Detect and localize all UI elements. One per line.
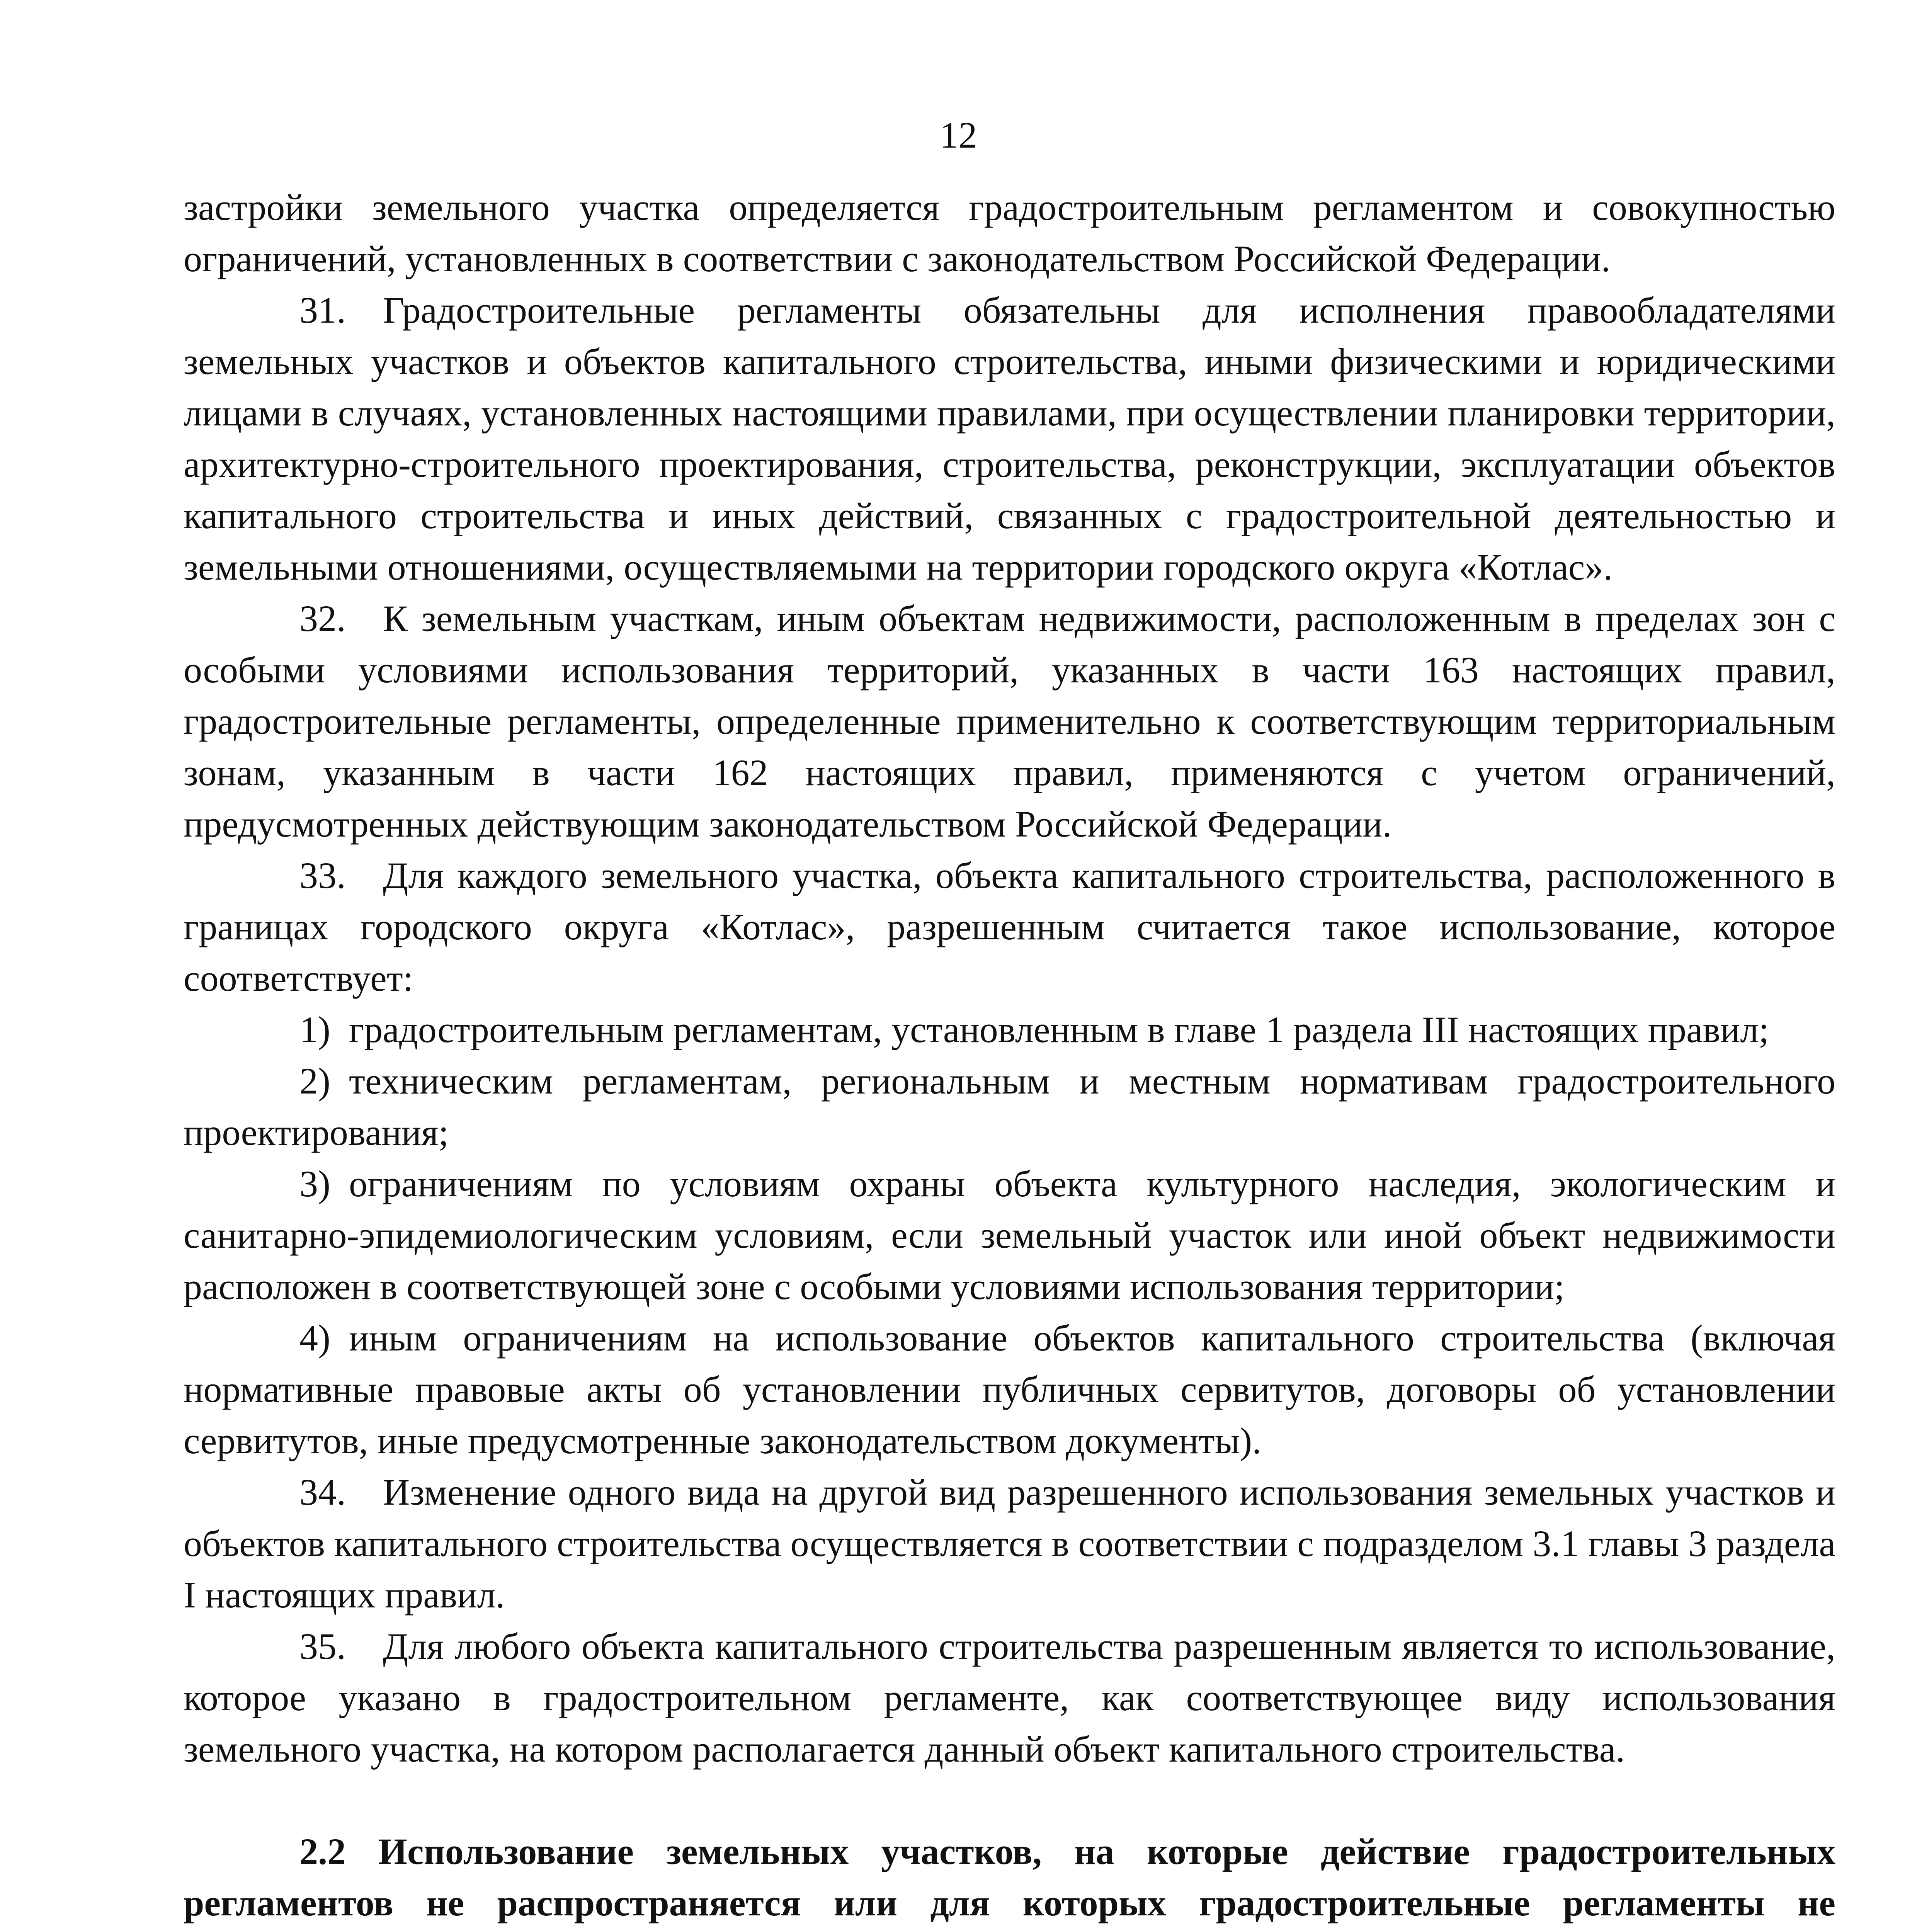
paragraph-31: 31. Градостроительные регламенты обязательны для исполнения правообладателями земельных участков и объектов капитального строительства, иными физическими и юридическими лицами в случаях, установленных настоящими правилами, при осуществлении планировки территории, архитектурно-строительного проектирования, строительства, реконструкции, эксплуатации объектов капитального строительства и иных действий, связанных с градостроительной деятельностью и земельными отношениями, осуществляемыми на территории городского округа «Котлас».	[184, 289, 1835, 588]
list-item-33-2: 2) техническим регламентам, региональным и местным нормативам градостроительного проектирования;	[184, 1060, 1835, 1153]
paragraph-33: 33. Для каждого земельного участка, объекта капитального строительства, расположенного в границах городского округа «Котлас», разрешенным считается такое использование, которое соответствует:	[184, 855, 1835, 999]
list-item-33-1: 1) градостроительным регламентам, установленным в главе 1 раздела III настоящих правил;	[299, 1009, 1769, 1050]
paragraph-32: 32. К земельным участкам, иным объектам недвижимости, расположенным в пределах зон с особыми условиями использования территорий, указанных в части 163 настоящих правил, градостроительные регламенты, определенные применительно к соответствующим территориальным зонам, указанным в части 162 настоящих правил, применяются с учетом ограничений, предусмотренных действующим законодательством Российской Федерации.	[184, 598, 1835, 845]
list-item-33-4: 4) иным ограничениям на использование объектов капитального строительства (включая нормативные правовые акты об установлении публичных сервитутов, договоры об установлении сервитутов, иные предусмотренные законодательством документы).	[184, 1317, 1835, 1461]
document-body	[184, 182, 1835, 1932]
paragraph-34: 34. Изменение одного вида на другой вид разрешенного использования земельных участков и объектов капитального строительства осуществляется в соответствии с подразделом 3.1 главы 3 раздела I настоящих правил.	[184, 1471, 1835, 1616]
section-heading-2-2: 2.2 Использование земельных участков, на которые действие градостроительных регламентов не распространяется или для которых градостроительные регламенты не	[184, 1831, 1835, 1923]
page-number: 12	[940, 114, 977, 156]
paragraph-35: 35. Для любого объекта капитального строительства разрешенным является то использование, которое указано в градостроительном регламенте, как соответствующее виду использования земельного участка, на котором располагается данный объект капитального строительства.	[184, 1626, 1835, 1770]
paragraph-continuation: застройки земельного участка определяется градостроительным регламентом и совокупностью ограничений, установленных в соответствии с законодательством Российской Федерации.	[184, 187, 1835, 279]
list-item-33-3: 3) ограничениям по условиям охраны объекта культурного наследия, экологическим и санитарно-эпидемиологическим условиям, если земельный участок или иной объект недвижимости расположен в соответствующей зоне с особыми условиями использования территории;	[184, 1163, 1835, 1307]
